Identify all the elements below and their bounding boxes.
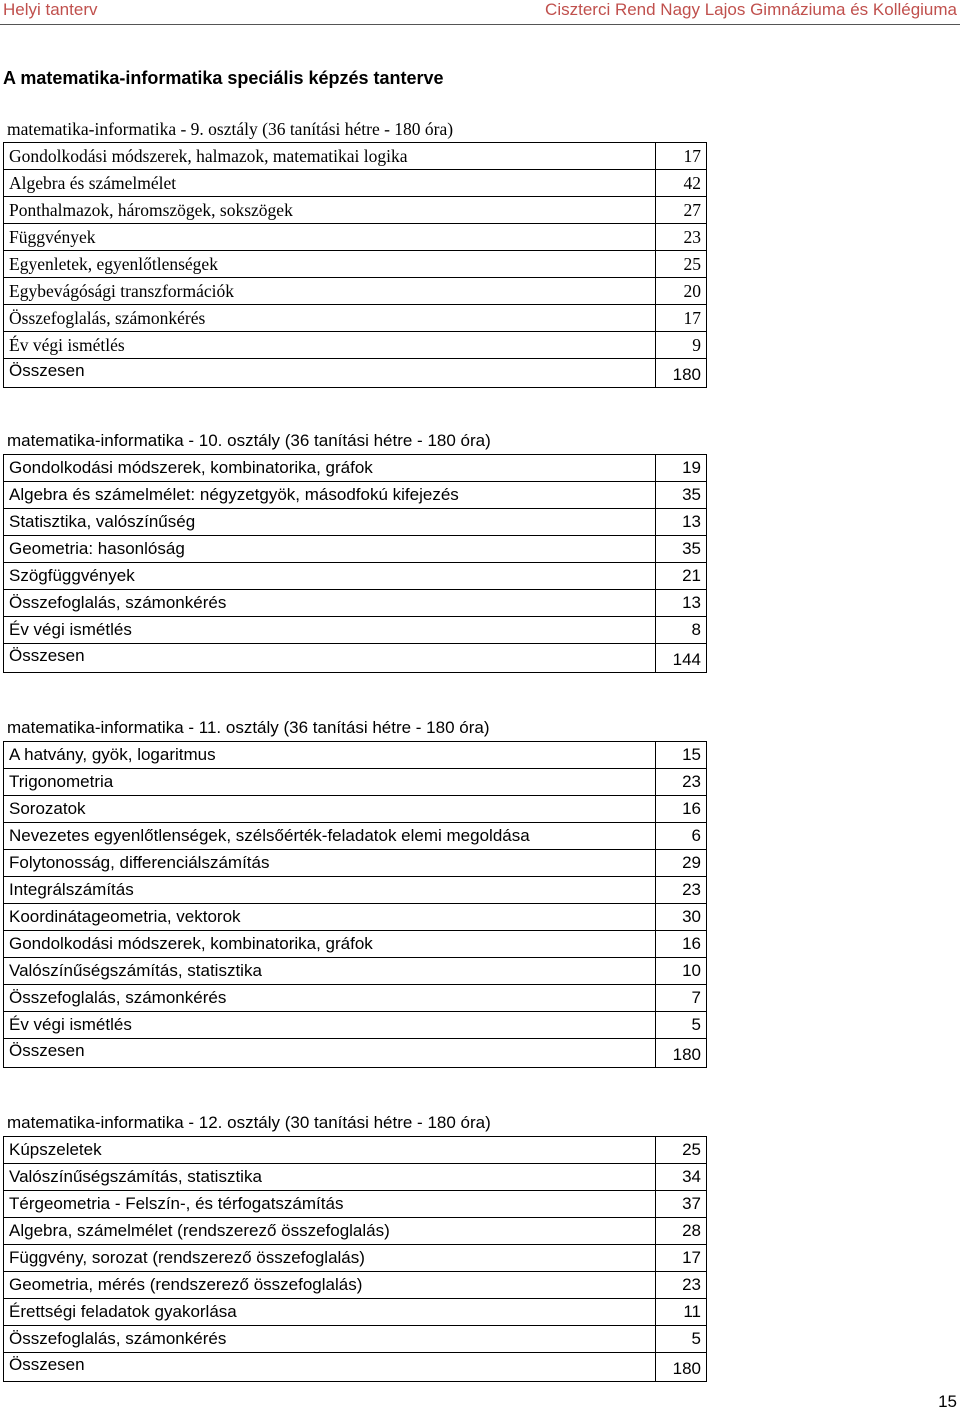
table-row xyxy=(4,1191,707,1218)
hours-cell: 6 xyxy=(656,823,707,850)
table-row xyxy=(4,278,707,305)
topic-cell: Statisztika, valószínűség xyxy=(4,509,656,536)
table-row xyxy=(4,536,707,563)
table-row xyxy=(4,1299,707,1326)
hours-cell: 30 xyxy=(656,904,707,931)
total-hours: 144 xyxy=(656,644,707,673)
table-row xyxy=(4,985,707,1012)
topic-cell: Valószínűségszámítás, statisztika xyxy=(4,958,656,985)
table-row xyxy=(4,482,707,509)
table-row xyxy=(4,1137,707,1164)
grade-12-section xyxy=(3,1110,707,1382)
topic-cell: Gondolkodási módszerek, halmazok, matematikai logika xyxy=(4,143,656,170)
total-label: Összesen xyxy=(4,644,656,673)
hours-cell: 15 xyxy=(656,742,707,769)
hours-cell: 23 xyxy=(656,769,707,796)
total-label: Összesen xyxy=(4,1039,656,1068)
table-row xyxy=(4,332,707,359)
hours-cell: 11 xyxy=(656,1299,707,1326)
topic-cell: Algebra, számelmélet (rendszerező összefoglalás) xyxy=(4,1218,656,1245)
hours-cell: 10 xyxy=(656,958,707,985)
hours-cell: 23 xyxy=(656,1272,707,1299)
hours-cell: 29 xyxy=(656,850,707,877)
total-label: Összesen xyxy=(4,1353,656,1382)
table-row xyxy=(4,1164,707,1191)
header-right-text: Ciszterci Rend Nagy Lajos Gimnáziuma és Kollégiuma xyxy=(545,0,957,19)
hours-cell: 5 xyxy=(656,1326,707,1353)
total-row xyxy=(4,1353,707,1382)
topic-cell: Év végi ismétlés xyxy=(4,617,656,644)
hours-cell: 28 xyxy=(656,1218,707,1245)
topic-cell: Ponthalmazok, háromszögek, sokszögek xyxy=(4,197,656,224)
topic-cell: Összefoglalás, számonkérés xyxy=(4,1326,656,1353)
section-title: matematika-informatika - 11. osztály (36 tanítási hétre - 180 óra) xyxy=(7,718,490,737)
table-row xyxy=(4,617,707,644)
table-row xyxy=(4,1272,707,1299)
table-row xyxy=(4,796,707,823)
curriculum-table xyxy=(3,454,707,673)
table-row xyxy=(4,823,707,850)
topic-cell: Koordinátageometria, vektorok xyxy=(4,904,656,931)
topic-cell: Algebra és számelmélet: négyzetgyök, másodfokú kifejezés xyxy=(4,482,656,509)
table-row xyxy=(4,143,707,170)
topic-cell: Valószínűségszámítás, statisztika xyxy=(4,1164,656,1191)
hours-cell: 19 xyxy=(656,455,707,482)
table-row xyxy=(4,1326,707,1353)
hours-cell: 7 xyxy=(656,985,707,1012)
topic-cell: Egyenletek, egyenlőtlenségek xyxy=(4,251,656,278)
section-title: matematika-informatika - 12. osztály (30 tanítási hétre - 180 óra) xyxy=(7,1113,491,1132)
hours-cell: 9 xyxy=(656,332,707,359)
table-row xyxy=(4,769,707,796)
table-row xyxy=(4,742,707,769)
topic-cell: Integrálszámítás xyxy=(4,877,656,904)
topic-cell: A hatvány, gyök, logaritmus xyxy=(4,742,656,769)
hours-cell: 42 xyxy=(656,170,707,197)
grade-10-section xyxy=(3,428,707,673)
grade-11-section xyxy=(3,715,707,1068)
topic-cell: Év végi ismétlés xyxy=(4,1012,656,1039)
hours-cell: 16 xyxy=(656,796,707,823)
table-row xyxy=(4,1245,707,1272)
section-title: matematika-informatika - 9. osztály (36 tanítási hétre - 180 óra) xyxy=(7,119,454,139)
curriculum-table xyxy=(3,142,707,388)
total-hours: 180 xyxy=(656,1353,707,1382)
hours-cell: 16 xyxy=(656,931,707,958)
hours-cell: 13 xyxy=(656,509,707,536)
topic-cell: Folytonosság, differenciálszámítás xyxy=(4,850,656,877)
hours-cell: 35 xyxy=(656,536,707,563)
table-row xyxy=(4,931,707,958)
curriculum-table xyxy=(3,741,707,1068)
topic-cell: Térgeometria - Felszín-, és térfogatszámítás xyxy=(4,1191,656,1218)
hours-cell: 13 xyxy=(656,590,707,617)
topic-cell: Kúpszeletek xyxy=(4,1137,656,1164)
table-row xyxy=(4,170,707,197)
topic-cell: Nevezetes egyenlőtlenségek, szélsőérték-feladatok elemi megoldása xyxy=(4,823,656,850)
topic-cell: Függvény, sorozat (rendszerező összefoglalás) xyxy=(4,1245,656,1272)
section-title: matematika-informatika - 10. osztály (36 tanítási hétre - 180 óra) xyxy=(7,431,491,450)
table-row xyxy=(4,590,707,617)
hours-cell: 5 xyxy=(656,1012,707,1039)
topic-cell: Összefoglalás, számonkérés xyxy=(4,985,656,1012)
hours-cell: 8 xyxy=(656,617,707,644)
total-hours: 180 xyxy=(656,1039,707,1068)
topic-cell: Sorozatok xyxy=(4,796,656,823)
total-label: Összesen xyxy=(4,359,656,388)
total-row xyxy=(4,359,707,388)
total-hours: 180 xyxy=(656,359,707,388)
hours-cell: 17 xyxy=(656,1245,707,1272)
table-row xyxy=(4,509,707,536)
table-row xyxy=(4,958,707,985)
topic-cell: Algebra és számelmélet xyxy=(4,170,656,197)
table-row xyxy=(4,197,707,224)
table-row xyxy=(4,305,707,332)
topic-cell: Összefoglalás, számonkérés xyxy=(4,305,656,332)
hours-cell: 37 xyxy=(656,1191,707,1218)
table-row xyxy=(4,1218,707,1245)
table-row xyxy=(4,224,707,251)
topic-cell: Függvények xyxy=(4,224,656,251)
topic-cell: Szögfüggvények xyxy=(4,563,656,590)
hours-cell: 17 xyxy=(656,143,707,170)
page-header xyxy=(0,0,960,24)
table-row xyxy=(4,850,707,877)
topic-cell: Gondolkodási módszerek, kombinatorika, gráfok xyxy=(4,931,656,958)
topic-cell: Egybevágósági transzformációk xyxy=(4,278,656,305)
grade-9-section xyxy=(3,116,707,388)
table-row xyxy=(4,904,707,931)
hours-cell: 27 xyxy=(656,197,707,224)
hours-cell: 23 xyxy=(656,224,707,251)
table-row xyxy=(4,563,707,590)
table-row xyxy=(4,877,707,904)
hours-cell: 20 xyxy=(656,278,707,305)
table-row xyxy=(4,1012,707,1039)
hours-cell: 17 xyxy=(656,305,707,332)
topic-cell: Összefoglalás, számonkérés xyxy=(4,590,656,617)
hours-cell: 21 xyxy=(656,563,707,590)
header-rule xyxy=(0,24,960,25)
hours-cell: 35 xyxy=(656,482,707,509)
topic-cell: Trigonometria xyxy=(4,769,656,796)
topic-cell: Érettségi feladatok gyakorlása xyxy=(4,1299,656,1326)
total-row xyxy=(4,1039,707,1068)
page-number: 15 xyxy=(938,1392,957,1411)
hours-cell: 23 xyxy=(656,877,707,904)
topic-cell: Geometria, mérés (rendszerező összefoglalás) xyxy=(4,1272,656,1299)
table-row xyxy=(4,251,707,278)
table-row xyxy=(4,455,707,482)
header-left-text: Helyi tanterv xyxy=(3,0,98,19)
hours-cell: 34 xyxy=(656,1164,707,1191)
document-title: A matematika-informatika speciális képzés tanterve xyxy=(3,68,444,88)
hours-cell: 25 xyxy=(656,251,707,278)
topic-cell: Év végi ismétlés xyxy=(4,332,656,359)
total-row xyxy=(4,644,707,673)
hours-cell: 25 xyxy=(656,1137,707,1164)
curriculum-table xyxy=(3,1136,707,1382)
topic-cell: Gondolkodási módszerek, kombinatorika, gráfok xyxy=(4,455,656,482)
topic-cell: Geometria: hasonlóság xyxy=(4,536,656,563)
